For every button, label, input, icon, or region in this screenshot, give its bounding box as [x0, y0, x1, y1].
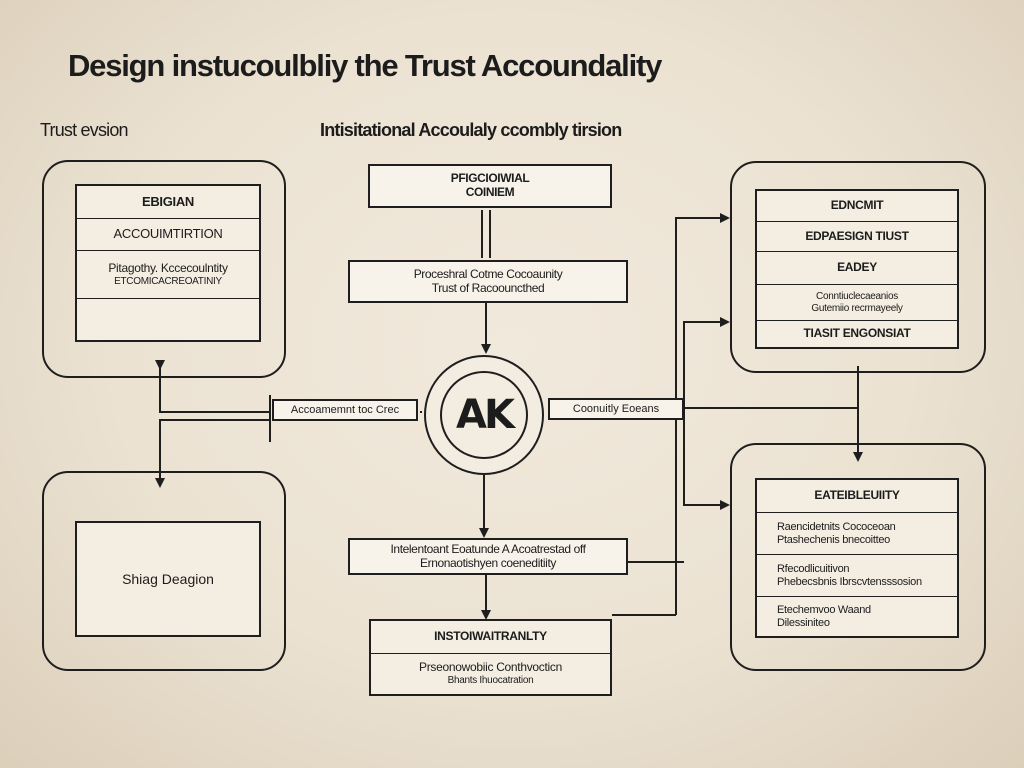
panel-left-top [42, 160, 286, 378]
left-top-row2: ACCOUIMTIRTION [77, 219, 259, 251]
panel-right-bottom [730, 443, 986, 671]
left-top-empty-row [77, 299, 259, 340]
right-bottom-item3-line2: Dilessiniteo [777, 616, 830, 629]
right-bottom-item2-line2: Phebecsbnis Ibrscvtensssosion [777, 575, 922, 588]
right-bottom-item1 [757, 513, 957, 555]
right-bottom-item1-line1: Raencidetnits Cococeoan [777, 520, 896, 533]
right-top-row4 [757, 285, 957, 321]
panel-left-bottom [42, 471, 286, 671]
right-bottom-item2-line1: Rfecodlicuitivon [777, 562, 850, 575]
diagram-title: Design instucoulbliy the Trust Accoundality [68, 48, 662, 83]
right-top-row2: EDPAESIGN TIUST [757, 222, 957, 252]
left-top-header: EBIGIAN [77, 186, 259, 219]
right-bottom-card [755, 478, 959, 638]
left-top-card [75, 184, 261, 342]
right-top-row3: EADEY [757, 252, 957, 285]
panel-right-top [730, 161, 986, 373]
center-top-box [368, 164, 612, 208]
right-top-row4-line2: Gutemiio recrmayeely [811, 302, 903, 314]
right-bottom-item1-line2: Ptashechenis bnecoitteo [777, 533, 890, 546]
center-bottom-box-line2: Bhants Ihuocatration [447, 675, 534, 687]
left-top-row3 [77, 251, 259, 299]
right-bottom-item2 [757, 555, 957, 597]
center-bottom-box-body [371, 654, 610, 694]
tag-right-community: Coonuitly Eoeans [548, 398, 684, 420]
center-bottom-box-line1: Prseonowobiic Conthvocticn [419, 660, 562, 675]
left-top-row3-line2: ETCOMICACREOATINIY [114, 275, 222, 287]
right-bottom-header: EATEIBLEUIITY [757, 480, 957, 513]
hub-circle [424, 355, 544, 475]
right-top-card [755, 189, 959, 349]
tag-left-accountability: Accoamemnt toc Crec [272, 399, 418, 421]
center-bottom-box-header: INSTOIWAITRANLTY [371, 621, 610, 654]
center-top-box-line2: COINIEM [465, 185, 515, 199]
subtitle-institutional-accountability: Intisitational Accoulaly ccombly tirsion [320, 120, 622, 140]
center-second-box-line2: Trust of Racoouncthed [431, 280, 545, 295]
center-second-box-line1: Proceshral Cotme Cocoaunity [413, 266, 563, 281]
right-bottom-item3-line1: Etechemvoo Waand [777, 603, 871, 616]
connector-bracket-right-bottom [684, 420, 728, 505]
hub-logo: AK [440, 371, 528, 459]
left-bottom-card: Shiag Deagion [75, 521, 261, 637]
subtitle-trust-evsion: Trust evsion [40, 120, 128, 140]
left-top-row3-line1: Pitagothy. Kccecoulntity [108, 260, 228, 275]
right-bottom-item3 [757, 597, 957, 636]
right-top-row4-line1: Conntiuclecaeanios [816, 291, 898, 302]
right-top-row1: EDNCMIT [757, 191, 957, 222]
center-top-box-line1: PFIGCIOIWIAL [450, 171, 530, 186]
center-lower-box-line1: Intelentoant Eoatunde A Acoatrestad off [390, 541, 586, 556]
center-lower-box-line2: Ernonaotishyen coeneditiity [420, 555, 556, 570]
right-top-row5: TIASIT ENGONSIAT [803, 326, 911, 341]
center-bottom-box [369, 619, 612, 696]
connector-bracket-right-mid [684, 322, 728, 505]
center-second-box [348, 260, 628, 303]
center-lower-box [348, 538, 628, 575]
